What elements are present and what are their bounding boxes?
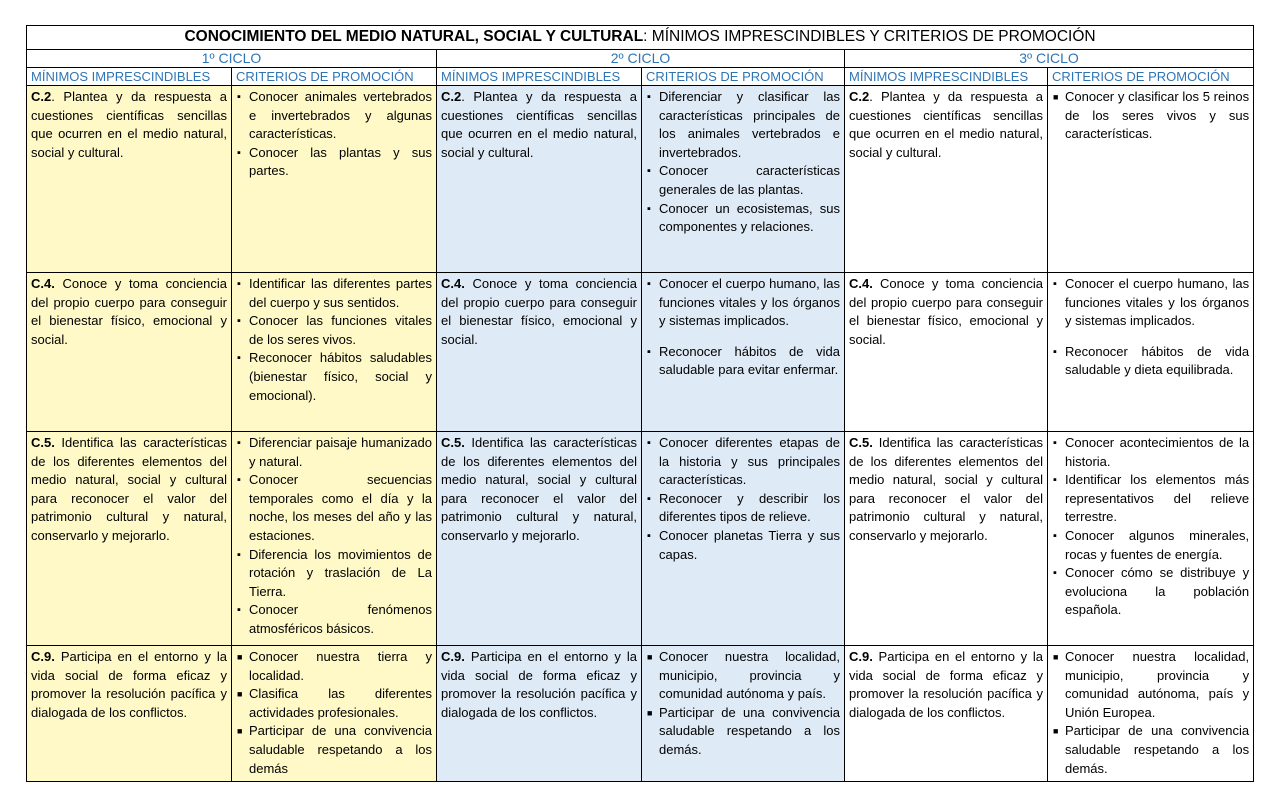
minimos-header: MÍNIMOS IMPRESCINDIBLES	[845, 68, 1048, 86]
cycle-1-header: 1º CICLO	[27, 50, 437, 68]
list-item: ▪ Conocer características generales de las plantas.	[646, 162, 840, 199]
minimo-cell	[27, 86, 232, 273]
criterion-code: C.5.	[441, 435, 465, 450]
cycle-2-header: 2º CICLO	[437, 50, 845, 68]
criterios-cell	[1048, 432, 1254, 646]
table-row	[27, 432, 1254, 646]
list-item: ■ Conocer y clasificar los 5 reinos de los seres vivos y sus características.	[1052, 88, 1249, 144]
list-item: ▪ Conocer el cuerpo humano, las funciones vitales y los órganos y sistemas implicados.	[1052, 275, 1249, 331]
criterion-text: Conoce y toma conciencia del propio cuerpo para conseguir el bienestar físico, emocional y social.	[441, 276, 637, 347]
table-row	[27, 273, 1254, 432]
list-item: ▪ Reconocer y describir los diferentes tipos de relieve.	[646, 490, 840, 527]
subheader-row	[27, 68, 1254, 86]
list-item: ▪ Conocer secuencias temporales como el día y la noche, los meses del año y las estaciones.	[236, 471, 432, 545]
criterios-header: CRITERIOS DE PROMOCIÓN	[1048, 68, 1254, 86]
criterios-cell	[232, 86, 437, 273]
criterion-text: Identifica las características de los diferentes elementos del medio natural, social y cultural para reconocer el valor del patrimonio cultural y natural, conservarlo y mejorarlo.	[31, 435, 227, 543]
criterion-code: C.9.	[441, 649, 465, 664]
minimo-cell	[437, 432, 642, 646]
criterios-header: CRITERIOS DE PROMOCIÓN	[642, 68, 845, 86]
list-item: ▪ Conocer acontecimientos de la historia.	[1052, 434, 1249, 471]
minimo-cell	[845, 273, 1048, 432]
minimo-cell	[437, 86, 642, 273]
criterion-code: C.9.	[849, 649, 873, 664]
criterios-cell	[642, 432, 845, 646]
criterion-code: C.5.	[31, 435, 55, 450]
list-item: ▪ Conocer un ecosistemas, sus componentes y relaciones.	[646, 200, 840, 237]
minimo-cell	[27, 273, 232, 432]
cycle-header-row	[27, 50, 1254, 68]
list-item: ▪ Diferencia los movimientos de rotación y traslación de La Tierra.	[236, 546, 432, 602]
table-row	[27, 86, 1254, 273]
list-item: ▪ Conocer animales vertebrados e invertebrados y algunas características.	[236, 88, 432, 144]
table-title	[27, 26, 1254, 50]
criterion-text: Conoce y toma conciencia del propio cuerpo para conseguir el bienestar físico, emocional y social.	[849, 276, 1043, 347]
criterion-text: . Plantea y da respuesta a cuestiones científicas sencillas que ocurren en el medio natural, social y cultural.	[849, 89, 1043, 160]
criterion-code: C.9.	[31, 649, 55, 664]
list-item: ▪ Diferenciar y clasificar las características principales de los animales vertebrados e invertebrados.	[646, 88, 840, 162]
title-bold: CONOCIMIENTO DEL MEDIO NATURAL, SOCIAL Y CULTURAL	[184, 28, 644, 45]
criterion-text: . Plantea y da respuesta a cuestiones científicas sencillas que ocurren en el medio natural, social y cultural.	[441, 89, 637, 160]
document-page	[26, 25, 1253, 782]
minimo-cell	[845, 646, 1048, 782]
criterion-text: Participa en el entorno y la vida social de forma eficaz y promover la resolución pacífica y dialogada de los conflictos.	[441, 649, 637, 720]
list-item: ▪ Conocer las plantas y sus partes.	[236, 144, 432, 181]
list-item: ■ Conocer nuestra tierra y localidad.	[236, 648, 432, 685]
title-rest: : MÍNIMOS IMPRESCINDIBLES Y CRITERIOS DE PROMOCIÓN	[643, 28, 1096, 45]
list-item: ■ Participar de una convivencia saludable respetando a los demás.	[646, 704, 840, 760]
criterios-cell	[1048, 646, 1254, 782]
criterion-code: C.2	[849, 89, 870, 104]
list-item: ▪ Conocer algunos minerales, rocas y fuentes de energía.	[1052, 527, 1249, 564]
table-row	[27, 646, 1254, 782]
list-item: ▪ Diferenciar paisaje humanizado y natural.	[236, 434, 432, 471]
criterios-cell	[232, 273, 437, 432]
list-item: ■ Clasifica las diferentes actividades profesionales.	[236, 685, 432, 722]
list-item: ▪ Identificar los elementos más representativos del relieve terrestre.	[1052, 471, 1249, 527]
criterion-text: Participa en el entorno y la vida social de forma eficaz y promover la resolución pacífica y dialogada de los conflictos.	[849, 649, 1043, 720]
minimo-cell	[437, 273, 642, 432]
list-item: ■ Participar de una convivencia saludable respetando a los demás	[236, 722, 432, 778]
list-item: ▪ Conocer cómo se distribuye y evoluciona la población española.	[1052, 564, 1249, 620]
minimos-header: MÍNIMOS IMPRESCINDIBLES	[437, 68, 642, 86]
cycle-3-header: 3º CICLO	[845, 50, 1254, 68]
list-item: ▪ Conocer fenómenos atmosféricos básicos.	[236, 601, 432, 638]
criterion-code: C.4.	[441, 276, 465, 291]
criterios-header: CRITERIOS DE PROMOCIÓN	[232, 68, 437, 86]
criteria-table	[26, 25, 1254, 782]
criterion-code: C.4.	[849, 276, 873, 291]
minimo-cell	[27, 432, 232, 646]
minimo-cell	[845, 432, 1048, 646]
criterion-text: Identifica las características de los diferentes elementos del medio natural, social y cultural para reconocer el valor del patrimonio cultural y natural, conservarlo y mejorarlo.	[849, 435, 1043, 543]
criterion-text: Identifica las características de los diferentes elementos del medio natural, social y cultural para reconocer el valor del patrimonio cultural y natural, conservarlo y mejorarlo.	[441, 435, 637, 543]
criterios-cell	[1048, 86, 1254, 273]
list-item: ▪ Conocer el cuerpo humano, las funciones vitales y los órganos y sistemas implicados.	[646, 275, 840, 331]
minimos-header: MÍNIMOS IMPRESCINDIBLES	[27, 68, 232, 86]
list-item: ■ Conocer nuestra localidad, municipio, provincia y comunidad autónoma y país.	[646, 648, 840, 704]
criterion-code: C.2	[31, 89, 52, 104]
criterion-text: Participa en el entorno y la vida social de forma eficaz y promover la resolución pacífica y dialogada de los conflictos.	[31, 649, 227, 720]
criterios-cell	[642, 86, 845, 273]
minimo-cell	[845, 86, 1048, 273]
criterios-cell	[642, 646, 845, 782]
minimo-cell	[437, 646, 642, 782]
list-item: ▪ Reconocer hábitos de vida saludable para evitar enfermar.	[646, 343, 840, 380]
list-item: ▪ Conocer planetas Tierra y sus capas.	[646, 527, 840, 564]
list-item: ▪ Reconocer hábitos de vida saludable y dieta equilibrada.	[1052, 343, 1249, 380]
criterios-cell	[1048, 273, 1254, 432]
minimo-cell	[27, 646, 232, 782]
title-row	[27, 26, 1254, 50]
criterios-cell	[642, 273, 845, 432]
criterios-cell	[232, 646, 437, 782]
list-item: ▪ Reconocer hábitos saludables (bienestar físico, social y emocional).	[236, 349, 432, 405]
list-item: ▪ Identificar las diferentes partes del cuerpo y sus sentidos.	[236, 275, 432, 312]
list-item: ▪ Conocer diferentes etapas de la historia y sus principales características.	[646, 434, 840, 490]
criterion-text: . Plantea y da respuesta a cuestiones científicas sencillas que ocurren en el medio natural, social y cultural.	[31, 89, 227, 160]
criterion-code: C.2	[441, 89, 462, 104]
list-item: ▪ Conocer las funciones vitales de los seres vivos.	[236, 312, 432, 349]
criterion-code: C.4.	[31, 276, 55, 291]
list-item: ■ Conocer nuestra localidad, municipio, provincia y comunidad autónoma, país y Unión Europea.	[1052, 648, 1249, 722]
criterion-code: C.5.	[849, 435, 873, 450]
list-item: ■ Participar de una convivencia saludable respetando a los demás.	[1052, 722, 1249, 778]
criterios-cell	[232, 432, 437, 646]
criterion-text: Conoce y toma conciencia del propio cuerpo para conseguir el bienestar físico, emocional y social.	[31, 276, 227, 347]
